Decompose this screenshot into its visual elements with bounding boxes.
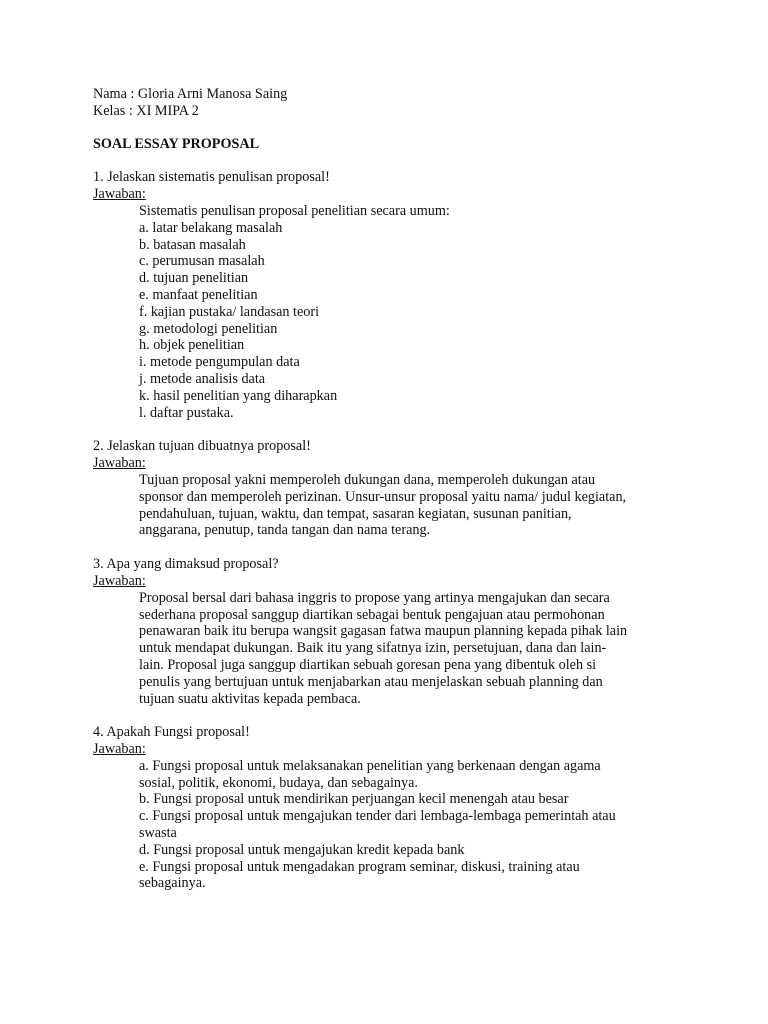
answer-line: untuk mendapat dukungan. Baik itu yang sifatnya izin, persetujuan, dana dan lain-: [139, 640, 607, 657]
answer-line: sponsor dan memperoleh perizinan. Unsur-unsur proposal yaitu nama/ judul kegiatan,: [139, 488, 627, 505]
answer-line: e. Fungsi proposal untuk mengadakan program seminar, diskusi, training atau: [139, 858, 580, 875]
answer-line: b. Fungsi proposal untuk mendirikan perjuangan kecil menengah atau besar: [139, 791, 569, 808]
list-item: i. metode pengumpulan data: [139, 354, 300, 371]
answer-line: d. Fungsi proposal untuk mengajukan kredit kepada bank: [139, 841, 465, 858]
answer-line: swasta: [139, 825, 177, 842]
list-item: l. daftar pustaka.: [139, 404, 234, 421]
list-item: c. perumusan masalah: [139, 253, 265, 270]
answer-3: [93, 590, 684, 708]
answer-1: [93, 203, 693, 421]
answer-2: [93, 472, 684, 539]
document-title: SOAL ESSAY PROPOSAL: [93, 135, 260, 152]
answer-line: sosial, politik, ekonomi, budaya, dan sebagainya.: [139, 774, 418, 791]
answer-label-2: Jawaban:: [93, 455, 146, 472]
answer-line: lain. Proposal juga sanggup diartikan sebuah goresan pena yang dibentuk oleh si: [139, 656, 597, 673]
answer-line: pendahuluan, tujuan, waktu, dan tempat, sasaran kegiatan, susunan panitian,: [139, 505, 572, 522]
student-class: Kelas : XI MIPA 2: [93, 102, 199, 119]
answer-label-4: Jawaban:: [93, 741, 146, 758]
list-item: d. tujuan penelitian: [139, 270, 249, 287]
list-item: g. metodologi penelitian: [139, 320, 278, 337]
document-page: [93, 86, 693, 892]
question-1: 1. Jelaskan sistematis penulisan proposal!: [93, 169, 330, 186]
list-item: k. hasil penelitian yang diharapkan: [139, 387, 338, 404]
student-name: Nama : Gloria Arni Manosa Saing: [93, 86, 288, 102]
answer-line: Proposal bersal dari bahasa inggris to propose yang artinya mengajukan dan secara: [139, 589, 610, 606]
list-item: a. latar belakang masalah: [139, 219, 283, 236]
answer-4: [93, 758, 684, 892]
list-item: b. batasan masalah: [139, 236, 246, 253]
answer-line: a. Fungsi proposal untuk melaksanakan penelitian yang berkenaan dengan agama: [139, 757, 601, 774]
list-item: h. objek penelitian: [139, 337, 245, 354]
answer-line: Tujuan proposal yakni memperoleh dukungan dana, memperoleh dukungan atau: [139, 471, 596, 488]
question-4: 4. Apakah Fungsi proposal!: [93, 724, 250, 741]
list-item: e. manfaat penelitian: [139, 286, 258, 303]
answer-label-1: Jawaban:: [93, 186, 146, 203]
question-3: 3. Apa yang dimaksud proposal?: [93, 556, 279, 573]
answer-1-intro: Sistematis penulisan proposal penelitian secara umum:: [139, 202, 450, 219]
answer-line: penulis yang bertujuan untuk menjabarkan atau menjelaskan sebuah planning dan: [139, 673, 603, 690]
answer-line: anggarana, penutup, tanda tangan dan nama terang.: [139, 522, 431, 539]
answer-line: penawaran baik itu berupa wangsit gagasan fatwa maupun planning kepada pihak lain: [139, 623, 628, 640]
answer-line: sederhana proposal sanggup diartikan sebagai bentuk pengajuan atau permohonan: [139, 606, 605, 623]
answer-line: sebagainya.: [139, 875, 206, 892]
answer-line: tujuan suatu aktivitas kepada pembaca.: [139, 690, 361, 707]
answer-label-3: Jawaban:: [93, 572, 146, 589]
list-item: j. metode analisis data: [139, 370, 266, 387]
answer-line: c. Fungsi proposal untuk mengajukan tender dari lembaga-lembaga pemerintah atau: [139, 808, 616, 825]
list-item: f. kajian pustaka/ landasan teori: [139, 303, 320, 320]
question-2: 2. Jelaskan tujuan dibuatnya proposal!: [93, 438, 311, 455]
